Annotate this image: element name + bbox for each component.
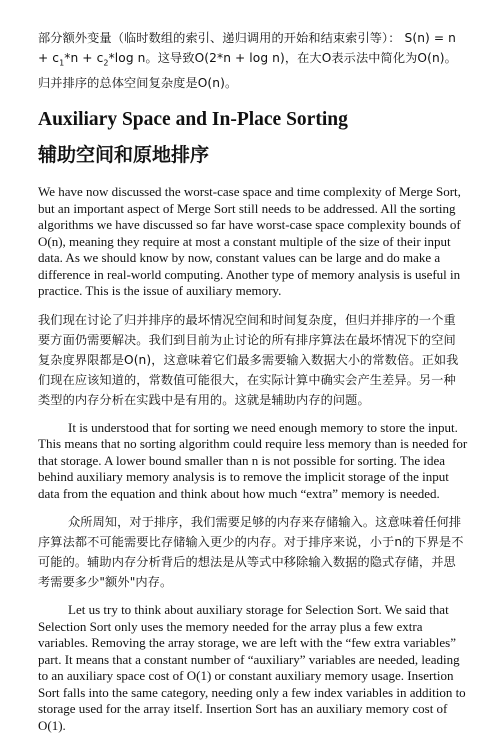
document-page xyxy=(38,28,468,734)
subscript-1: 1 xyxy=(59,58,65,68)
intro-text-2: *n + c xyxy=(64,51,104,65)
paragraph-1-cn: 我们现在讨论了归并排序的最坏情况空间和时间复杂度，但归并排序的一个重要方面仍需要解决。我们到目前为止讨论的所有排序算法在最坏情况下的空间复杂度界限都是O(n)，这意味着它们最多需要输入数据大小的常数倍。正如我们现在应该知道的，常数值可能很大，在实际计算中确实会产生差异。另一种类型的内存分析在实践中是有用的。这就是辅助内存的问题。 xyxy=(38,312,459,407)
section-heading-en: Auxiliary Space and In-Place Sorting xyxy=(38,109,348,131)
intro-text-1: 部分额外变量（临时数组的索引、递归调用的开始和结束索引等）： S(n) = n + c xyxy=(38,31,456,65)
paragraph-3-en: Let us try to think about auxiliary storage for Selection Sort. We said that Selection Sort only uses the memory needed for the array plus a few extra variables. Removing the array storage, we are left with the “few extra variables” part. It means that a constant number of “auxiliary” variables are needed, leading to an auxiliary space cost of O(1) or constant auxiliary memory usage. Insertion Sort falls into the same category, needing only a few index variables in addition to storage used for the array itself. Insertion Sort has an auxiliary memory cost of O(1). xyxy=(38,602,466,733)
subscript-2: 2 xyxy=(103,58,109,68)
paragraph-2-en: It is understood that for sorting we need enough memory to store the input. This means that no sorting algorithm could require less memory than is needed for that storage. A lower bound smaller than n is not possible for sorting. The idea behind auxiliary memory analysis is to remove the implicit storage of the input data from the equation and think about how much “extra” memory is needed. xyxy=(38,419,468,501)
paragraph-1-en: We have now discussed the worst-case space and time complexity of Merge Sort, but an important aspect of Merge Sort still needs to be addressed. All the sorting algorithms we have discussed so far have worst-case space complexity bounds of O(n), meaning they require at most a constant multiple of the size of their input data. As we should know by now, constant values can be large and do make a difference in real-world computing. Another type of memory analysis is useful in practice. This is the issue of auxiliary memory. xyxy=(38,184,461,299)
paragraph-2-cn: 众所周知，对于排序，我们需要足够的内存来存储输入。这意味着任何排序算法都不可能需要比存储输入更少的内存。对于排序来说，小于n的下界是不可能的。辅助内存分析背后的想法是从等式中移除输入数据的隐式存储，并思考需要多少"额外"内存。 xyxy=(38,515,464,590)
section-heading-cn: 辅助空间和原地排序 xyxy=(38,144,210,167)
intro-paragraph-cn xyxy=(38,28,468,93)
intro-text-3: *log n。这导致O(2*n + log n)，在大O表示法中简化为O(n)。归并排序的总体空间复杂度是O(n)。 xyxy=(38,51,457,91)
